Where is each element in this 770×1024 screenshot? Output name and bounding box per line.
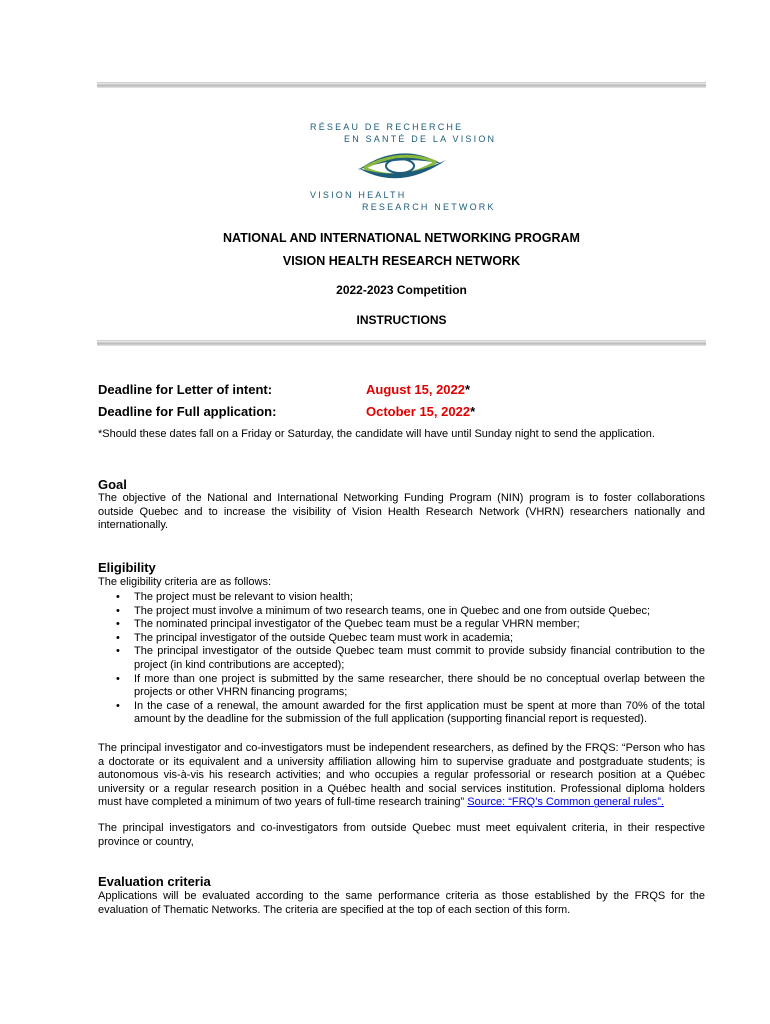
list-item: • The project must involve a minimum of two research teams, one in Quebec and one from outside Quebec; — [98, 605, 705, 619]
loi-asterisk: * — [465, 382, 471, 397]
list-item: • The principal investigator of the outside Quebec team must work in academia; — [98, 632, 705, 646]
deadline-note: *Should these dates fall on a Friday or Saturday, the candidate will have until Sunday night to send the application. — [98, 428, 655, 440]
goal-heading: Goal — [98, 477, 127, 492]
loi-deadline-label: Deadline for Letter of intent: — [98, 382, 273, 397]
competition-title: 2022-2023 Competition — [336, 283, 467, 297]
eligibility-intro: The eligibility criteria are as follows: — [98, 576, 272, 588]
eligibility-criteria-list — [98, 591, 705, 727]
network-title: VISION HEALTH RESEARCH NETWORK — [282, 254, 521, 268]
header-divider — [97, 340, 706, 346]
goal-text: The objective of the National and International Networking Funding Program (NIN) program is to foster collaborations outside Quebec and to increase the visibility of Vision Health Research Network (VHRN) researchers nationally and internationally. — [98, 492, 705, 532]
logo-line-4: RESEARCH NETWORK — [362, 202, 496, 212]
full-asterisk: * — [470, 404, 476, 419]
full-deadline-date — [366, 404, 475, 419]
instructions-title: INSTRUCTIONS — [356, 313, 447, 327]
evaluation-heading: Evaluation criteria — [98, 874, 211, 889]
logo-line-2: EN SANTÉ DE LA VISION — [344, 134, 497, 144]
outside-quebec-text: The principal investigators and co-investigators from outside Quebec must meet equivalent criteria, in their respective province or country, — [98, 822, 705, 848]
eye-icon — [358, 153, 446, 178]
logo-line-3: VISION HEALTH — [310, 190, 407, 200]
vhrn-logo — [300, 118, 510, 214]
full-date-text: October 15, 2022 — [366, 404, 471, 419]
top-divider — [97, 82, 706, 88]
list-item: • The project must be relevant to vision health; — [98, 591, 705, 605]
list-item: • If more than one project is submitted by the same researcher, there should be no conceptual overlap between the projects or other VHRN financing programs; — [98, 673, 705, 700]
full-deadline-label: Deadline for Full application: — [98, 404, 277, 419]
logo-line-1: RÉSEAU DE RECHERCHE — [310, 122, 464, 132]
list-item: • The principal investigator of the outside Quebec team must commit to provide subsidy financial contribution to the project (in kind contributions are accepted); — [98, 645, 705, 672]
list-item: • In the case of a renewal, the amount awarded for the first application must be spent at more than 70% of the total amount by the deadline for the submission of the full application (supporting financial report is requested). — [98, 700, 705, 727]
evaluation-text: Applications will be evaluated according to the same performance criteria as those established by the FRQS for the evaluation of Thematic Networks. The criteria are specified at the top of each section of this form. — [98, 890, 705, 916]
program-title: NATIONAL AND INTERNATIONAL NETWORKING PROGRAM — [223, 231, 580, 245]
independent-definition: The principal investigator and co-investigators must be independent researchers, as defined by the FRQS: “Person who has a doctorate or its equivalent and a university affiliation allowing him to supervise graduate and postgraduate students; is autonomous vis-à-vis his research activities; and who occupies a regular professorial or research position at a Québec university or a regular research position in a Québec health and social services institution. Professional diploma holders must have completed a minimum of two years of full-time research training” — [98, 742, 705, 809]
eligibility-heading: Eligibility — [98, 560, 156, 575]
loi-deadline-date — [366, 382, 470, 397]
frq-rules-link[interactable]: Source: “FRQ’s Common general rules”. — [467, 796, 664, 809]
independent-researcher-text — [98, 742, 705, 810]
loi-date-text: August 15, 2022 — [366, 382, 465, 397]
list-item: • The nominated principal investigator of the Quebec team must be a regular VHRN member; — [98, 618, 705, 632]
